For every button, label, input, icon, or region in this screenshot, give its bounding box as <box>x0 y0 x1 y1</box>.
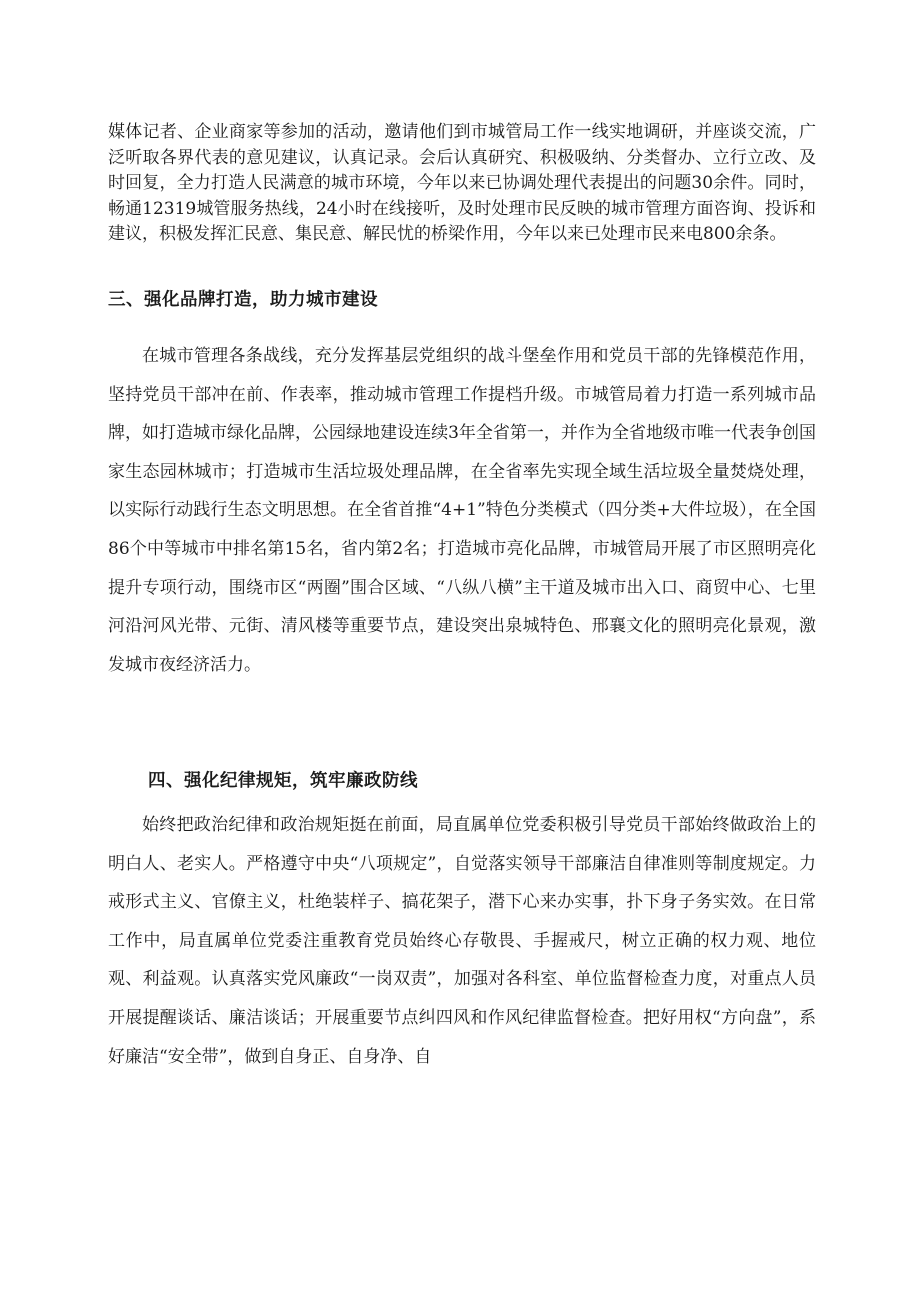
opening-paragraph: 媒体记者、企业商家等参加的活动，邀请他们到市城管局工作一线实地调研，并座谈交流，广泛听取各界代表的意见建议，认真记录。会后认真研究、积极吸纳、分类督办、立行立改、及时回复，全力打造人民满意的城市环境，今年以来已协调处理代表提出的问题30余件。同时，畅通12319城管服务热线，24小时在线接听，及时处理市民反映的城市管理方面咨询、投诉和建议，积极发挥汇民意、集民意、解民忧的桥梁作用，今年以来已处理市民来电800余条。 <box>108 122 816 244</box>
section-4-heading: 四、强化纪律规矩，筑牢廉政防线 <box>148 771 418 791</box>
section-3-body: 在城市管理各条战线，充分发挥基层党组织的战斗堡垒作用和党员干部的先锋模范作用，坚持党员干部冲在前、作表率，推动城市管理工作提档升级。市城管局着力打造一系列城市品牌，如打造城市绿化品牌，公园绿地建设连续3年全省第一，并作为全省地级市唯一代表争创国家生态园林城市；打造城市生活垃圾处理品牌，在全省率先实现全域生活垃圾全量焚烧处理，以实际行动践行生态文明思想。在全省首推“4+1”特色分类模式（四分类+大件垃圾），在全国86个中等城市中排名第15名，省内第2名；打造城市亮化品牌，市城管局开展了市区照明亮化提升专项行动，围绕市区“两圈”围合区域、“八纵八横”主干道及城市出入口、商贸中心、七里河沿河风光带、元街、清风楼等重要节点，建设突出泉城特色、邢襄文化的照明亮化景观，激发城市夜经济活力。 <box>108 346 816 675</box>
section-3-heading: 三、强化品牌打造，助力城市建设 <box>108 290 378 310</box>
section-4-body: 始终把政治纪律和政治规矩挺在前面，局直属单位党委积极引导党员干部始终做政治上的明白人、老实人。严格遵守中央“八项规定”，自觉落实领导干部廉洁自律准则等制度规定。力戒形式主义、官僚主义，杜绝装样子、搞花架子，潜下心来办实事，扑下身子务实效。在日常工作中，局直属单位党委注重教育党员始终心存敬畏、手握戒尺，树立正确的权力观、地位观、利益观。认真落实党风廉政“一岗双责”，加强对各科室、单位监督检查力度，对重点人员开展提醒谈话、廉洁谈话；开展重要节点纠四风和作风纪律监督检查。把好用权“方向盘”，系好廉洁“安全带”，做到自身正、自身净、自 <box>108 815 816 1067</box>
